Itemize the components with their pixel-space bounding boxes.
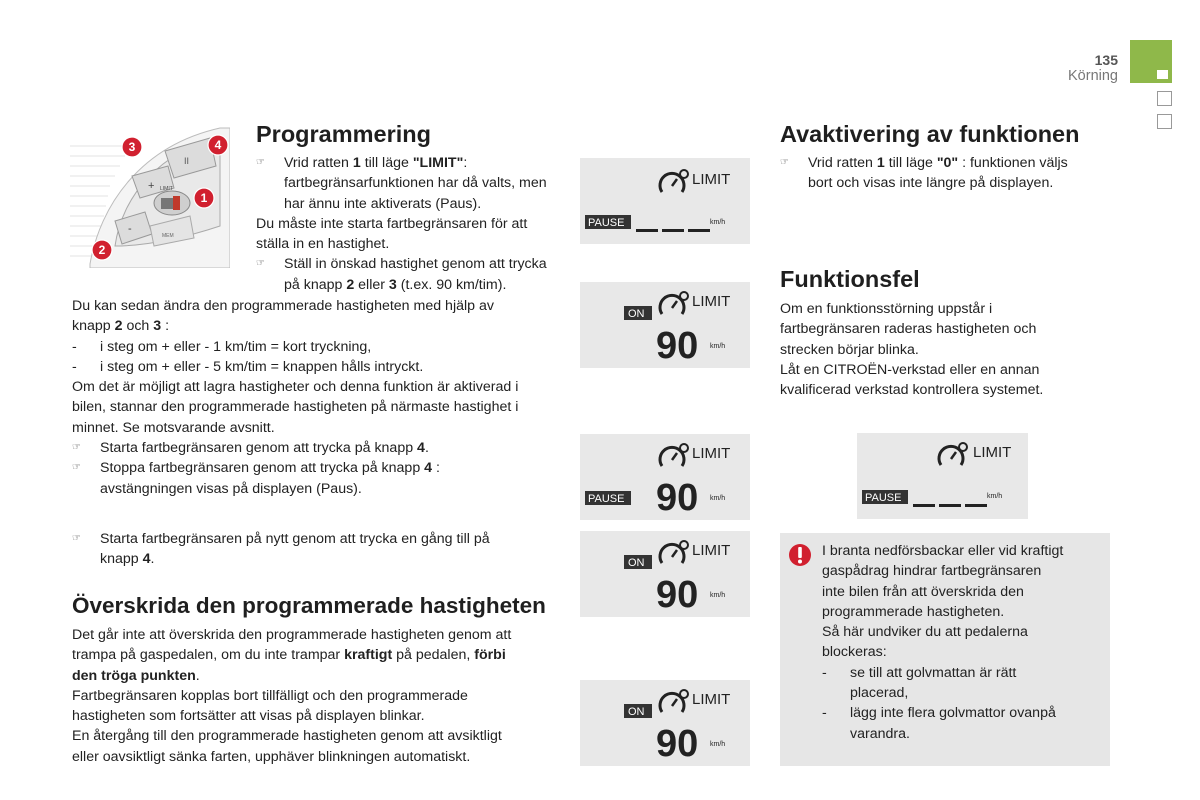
on-label: ON: [628, 706, 645, 718]
pointing-hand-icon: ☞: [72, 533, 81, 544]
unit-label: km/h: [710, 592, 726, 599]
section-tab: [1157, 114, 1172, 129]
svg-text:+: +: [148, 180, 155, 192]
speedometer-icon: [660, 444, 688, 466]
heading-funktionsfel: Funktionsfel: [780, 266, 920, 292]
limit-label: LIMIT: [692, 293, 731, 310]
svg-text:LIMIT: LIMIT: [160, 186, 173, 192]
avaktivering-text: [780, 153, 1100, 194]
heading-programmering: Programmering: [256, 121, 431, 147]
callout-3: 3: [128, 140, 136, 154]
pointing-hand-icon: ☞: [72, 442, 81, 454]
paragraph: Om det är möjligt att lagra hastigheter och denna funktion är aktiverad i bilen, stannar den programmerade hastigheten på närmaste hastighet i minnet. Se motsvarande avsnitt.: [72, 379, 519, 436]
steering-control-diagram: [70, 126, 230, 268]
speedometer-icon: [660, 541, 688, 563]
display-limit-pause-90: [580, 434, 750, 520]
speedometer-icon: [660, 170, 688, 192]
unit-label: km/h: [710, 343, 726, 350]
warning-exclamation-icon: [788, 543, 812, 567]
on-label: ON: [628, 308, 645, 320]
dash-item: - se till att golvmattan är rätt placerad,: [822, 664, 1017, 702]
page-number: 135: [1094, 52, 1118, 68]
section-name: Körning: [1068, 68, 1118, 84]
callout-4: 4: [214, 138, 222, 152]
pointing-hand-icon: ☞: [256, 157, 265, 168]
limit-label: LIMIT: [692, 542, 731, 559]
bullet-item: ☞ Starta fartbegränsaren på nytt genom att trycka en gång till på knapp 4.: [72, 531, 490, 568]
display-limit-on-90: [580, 282, 750, 368]
svg-text:-: -: [128, 223, 132, 235]
paragraph: Du kan sedan ändra den programmerade hastigheten med hjälp av knapp 2 och 3 :: [72, 298, 494, 335]
warning-text: I branta nedförsbackar eller vid kraftigt gaspådrag hindrar fartbegränsaren inte bilen från att överskrida den programmerade hastigheten. Så här undviker du att pedalerna blockeras: - se till att golvmattan är rätt placerad, - lägg inte flera golvmattor ovanpå varandra.: [822, 541, 1102, 744]
speedometer-icon: [660, 292, 688, 314]
pointing-hand-icon: ☞: [256, 258, 265, 270]
svg-text:MEM: MEM: [162, 233, 174, 239]
section-tab-active: [1130, 40, 1172, 83]
limit-label: LIMIT: [973, 444, 1012, 461]
bullet-item: ☞ Vrid ratten 1 till läge "0" : funktionen väljs bort och visas inte längre på displayen.: [780, 155, 1068, 192]
on-label: ON: [628, 557, 645, 569]
unit-label: km/h: [987, 493, 1003, 500]
programmering-text-block: [256, 153, 576, 295]
paragraph: Du måste inte starta fartbegränsaren för att ställa in en hastighet.: [256, 215, 528, 253]
steering-control-illustration: [70, 126, 230, 268]
bullet-item: ☞ Starta fartbegränsaren genom att trycka på knapp 4.: [72, 438, 572, 458]
callout-1: 1: [200, 191, 208, 205]
unit-label: km/h: [710, 741, 726, 748]
section-tab: [1157, 91, 1172, 106]
bullet-item: ☞ Vrid ratten 1 till läge "LIMIT": fartbegränsarfunktionen har då valts, men har ännu inte aktiverats (Paus).: [256, 155, 547, 212]
heading-avaktivering: Avaktivering av funktionen: [780, 121, 1080, 147]
unit-label: km/h: [710, 495, 726, 502]
dash-item: - i steg om + eller - 1 km/tim = kort tryckning,: [72, 338, 372, 355]
limit-label: LIMIT: [692, 445, 731, 462]
dash-item: - i steg om + eller - 5 km/tim = knappen hålls intryckt.: [72, 358, 424, 375]
speed-value: 90: [656, 325, 699, 367]
heading-overskrida: Överskrida den programmerade hastigheten: [72, 593, 546, 618]
pause-label: PAUSE: [588, 493, 625, 505]
display-limit-pause: [580, 158, 750, 244]
programmering-text-block-3: [72, 529, 572, 570]
warning-box: [780, 533, 1110, 766]
callout-2: 2: [98, 243, 106, 257]
speed-value: 90: [656, 574, 699, 616]
bullet-item: ☞ Stoppa fartbegränsaren genom att trycka på knapp 4 : avstängningen visas på displayen (Paus).: [72, 460, 440, 497]
dash-item: - lägg inte flera golvmattor ovanpå varandra.: [822, 705, 1056, 742]
speedometer-icon: [939, 443, 967, 465]
display-limit-on-90: [580, 680, 750, 766]
display-limit-on-90: [580, 531, 750, 617]
pause-label: PAUSE: [865, 492, 902, 504]
pointing-hand-icon: ☞: [780, 157, 789, 168]
pause-label: PAUSE: [588, 217, 625, 229]
overskrida-text: Det går inte att överskrida den programmerade hastigheten genom att trampa på gaspedalen, om du inte trampar kraftigt på pedalen, förbi den tröga punkten. Fartbegränsaren kopplas bort tillfälligt och den programmerade hastigheten som fortsätter att visas på displayen blinkar. En återgång till den programmerade hastigheten genom att avsiktligt eller oavsiktligt sänka farten, upphäver blinkningen automatiskt.: [72, 627, 512, 765]
svg-text:II: II: [184, 156, 190, 166]
programmering-text-block-2: [72, 296, 572, 499]
speed-value: 90: [656, 723, 699, 765]
pointing-hand-icon: ☞: [72, 462, 81, 474]
speed-value: 90: [656, 477, 699, 519]
unit-label: km/h: [710, 219, 726, 226]
funktionsfel-text: Om en funktionsstörning uppstår i fartbegränsaren raderas hastigheten och strecken börjar blinka. Låt en CITROËN-verkstad eller en annan kvalificerad verkstad kontrollera systemet.: [780, 301, 1044, 399]
limit-label: LIMIT: [692, 691, 731, 708]
speedometer-icon: [660, 690, 688, 712]
display-limit-pause-malfunction: [857, 433, 1028, 519]
limit-label: LIMIT: [692, 171, 731, 188]
bullet-item: ☞ Ställ in önskad hastighet genom att trycka på knapp 2 eller 3 (t.ex. 90 km/tim).: [256, 256, 547, 293]
